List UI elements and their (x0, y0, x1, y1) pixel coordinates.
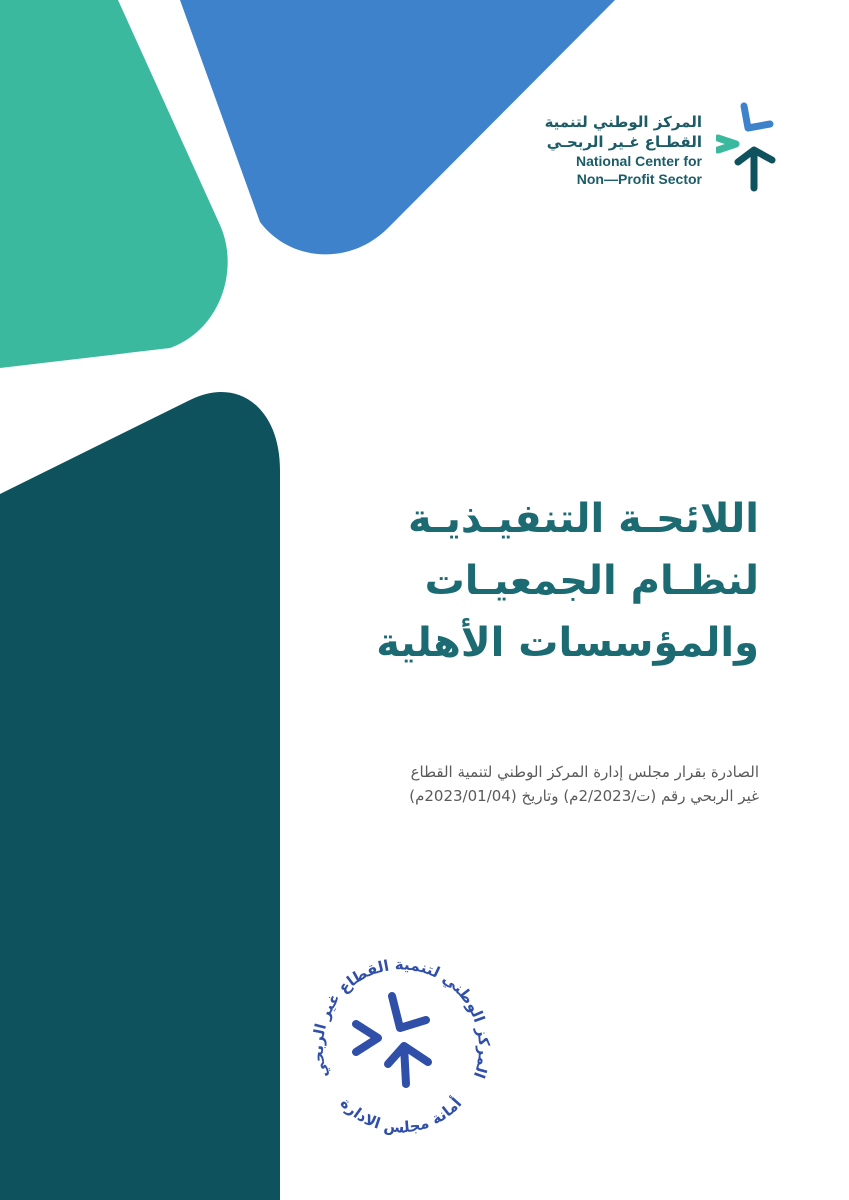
title-line-2: لنظـام الجمعيـات (424, 558, 759, 604)
logo-arabic-name (545, 112, 702, 152)
svg-text:أمانة مجلس الادارة (337, 1094, 466, 1137)
logo-english-name (576, 152, 702, 188)
official-seal (296, 940, 506, 1150)
issuance-line-2: غير الربحي رقم (ت/2/2023م) وتاريخ (2023/01/04م) (409, 787, 759, 805)
stamp-arrows-icon (356, 996, 428, 1084)
organization-logo (544, 96, 790, 200)
issuance-line-1: الصادرة بقرار مجلس إدارة المركز الوطني لتنمية القطاع (410, 763, 759, 781)
title-line-1: اللائحـة التنفيـذيـة (407, 496, 759, 542)
seal-top-text: المركز الوطني لتنمية القطاع غير الربحي (308, 955, 494, 1081)
logo-english-line-1: National Center for (575, 153, 702, 169)
seal-bottom-text: أمانة مجلس الادارة (336, 1094, 466, 1137)
logo-arabic-line-2: القطـاع غـير الربحـي (546, 133, 702, 151)
dark-teal-shape (0, 392, 280, 1200)
ncnp-arrows-logo-icon (716, 98, 780, 194)
issuance-note (339, 760, 759, 808)
title-line-3: والمؤسسات الأهلية (376, 620, 759, 666)
page-title (339, 488, 759, 674)
logo-english-line-2: Non—Profit Sector (576, 171, 702, 187)
teal-shape (0, 0, 228, 368)
logo-arabic-line-1: المركز الوطني لتنمية (544, 113, 702, 131)
